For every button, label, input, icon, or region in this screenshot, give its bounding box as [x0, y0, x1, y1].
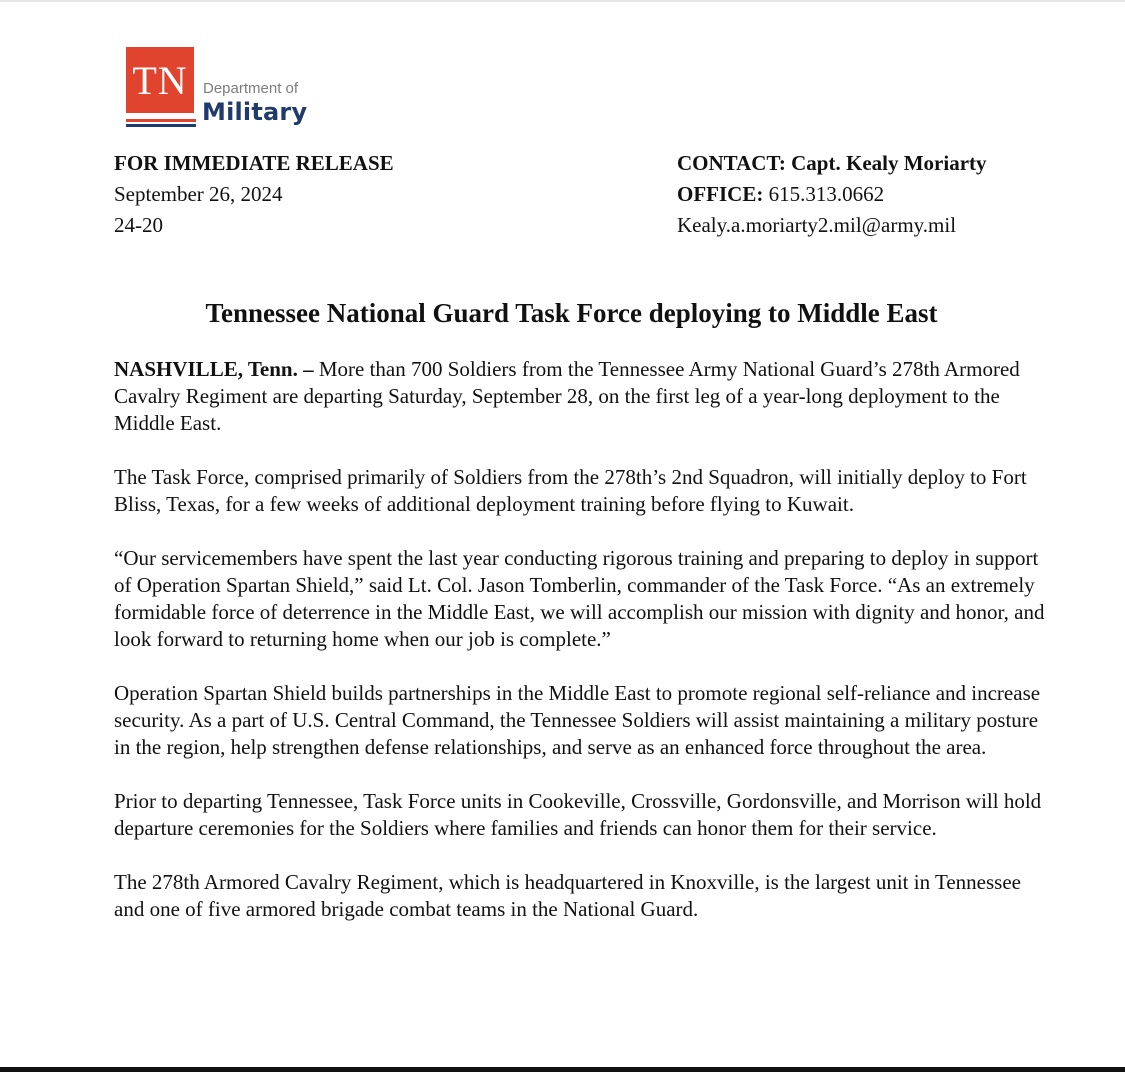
paragraph-3: “Our servicemembers have spent the last year conducting rigorous training and preparing to deploy in support of Operation Spartan Shield,” said Lt. Col. Jason Tomberlin, commander of the Task Force. “As an extremely formidable force of deterrence in the Middle East, we will accomplish our mission with dignity and honor, and look forward to returning home when our job is complete.”	[114, 546, 1045, 651]
paragraph-5: Prior to departing Tennessee, Task Force units in Cookeville, Crossville, Gordonsville, and Morrison will hold departure ceremonies for the Soldiers where families and friends can honor them for their service.	[114, 789, 1042, 840]
release-info	[114, 148, 394, 241]
headline: Tennessee National Guard Task Force deploying to Middle East	[205, 298, 938, 328]
tn-logo-mark: TN	[126, 47, 194, 113]
logo-blue-stripe	[126, 124, 196, 127]
paragraph-6: The 278th Armored Cavalry Regiment, which is headquartered in Knoxville, is the largest unit in Tennessee and one of five armored brigade combat teams in the National Guard.	[114, 870, 1021, 921]
release-label: FOR IMMEDIATE RELEASE	[114, 151, 394, 175]
press-release-body	[114, 356, 1054, 950]
contact-name: Capt. Kealy Moriarty	[791, 151, 987, 175]
contact-line	[677, 148, 987, 179]
dateline: NASHVILLE, Tenn. –	[114, 357, 314, 381]
logo-red-stripe	[126, 119, 196, 122]
page-top-edge	[0, 0, 1125, 2]
paragraph-text: More than 700 Soldiers from the Tennessee Army National Guard’s 278th Armored Cavalry Regiment are departing Saturday, September 28, on the first leg of a year-long deployment to the Middle East.	[114, 357, 1020, 435]
department-logo	[126, 47, 326, 131]
office-line	[677, 179, 987, 210]
logo-department-label: Department of	[203, 80, 299, 97]
contact-email: Kealy.a.moriarty2.mil@army.mil	[677, 213, 957, 237]
paragraph-1	[114, 356, 1054, 437]
page-bottom-edge	[0, 1067, 1125, 1072]
release-date: September 26, 2024	[114, 182, 283, 206]
contact-label: CONTACT:	[677, 151, 786, 175]
contact-info	[677, 148, 987, 241]
logo-military-label: Military	[202, 98, 308, 126]
paragraph-2: The Task Force, comprised primarily of Soldiers from the 278th’s 2nd Squadron, will initially deploy to Fort Bliss, Texas, for a few weeks of additional deployment training before flying to Kuwait.	[114, 465, 1027, 516]
paragraph-4: Operation Spartan Shield builds partnerships in the Middle East to promote regional self-reliance and increase security. As a part of U.S. Central Command, the Tennessee Soldiers will assist maintaining a military posture in the region, help strengthen defense relationships, and serve as an enhanced force throughout the area.	[114, 681, 1041, 759]
office-phone: 615.313.0662	[768, 182, 885, 206]
office-label: OFFICE:	[677, 182, 764, 206]
release-number: 24-20	[114, 213, 163, 237]
